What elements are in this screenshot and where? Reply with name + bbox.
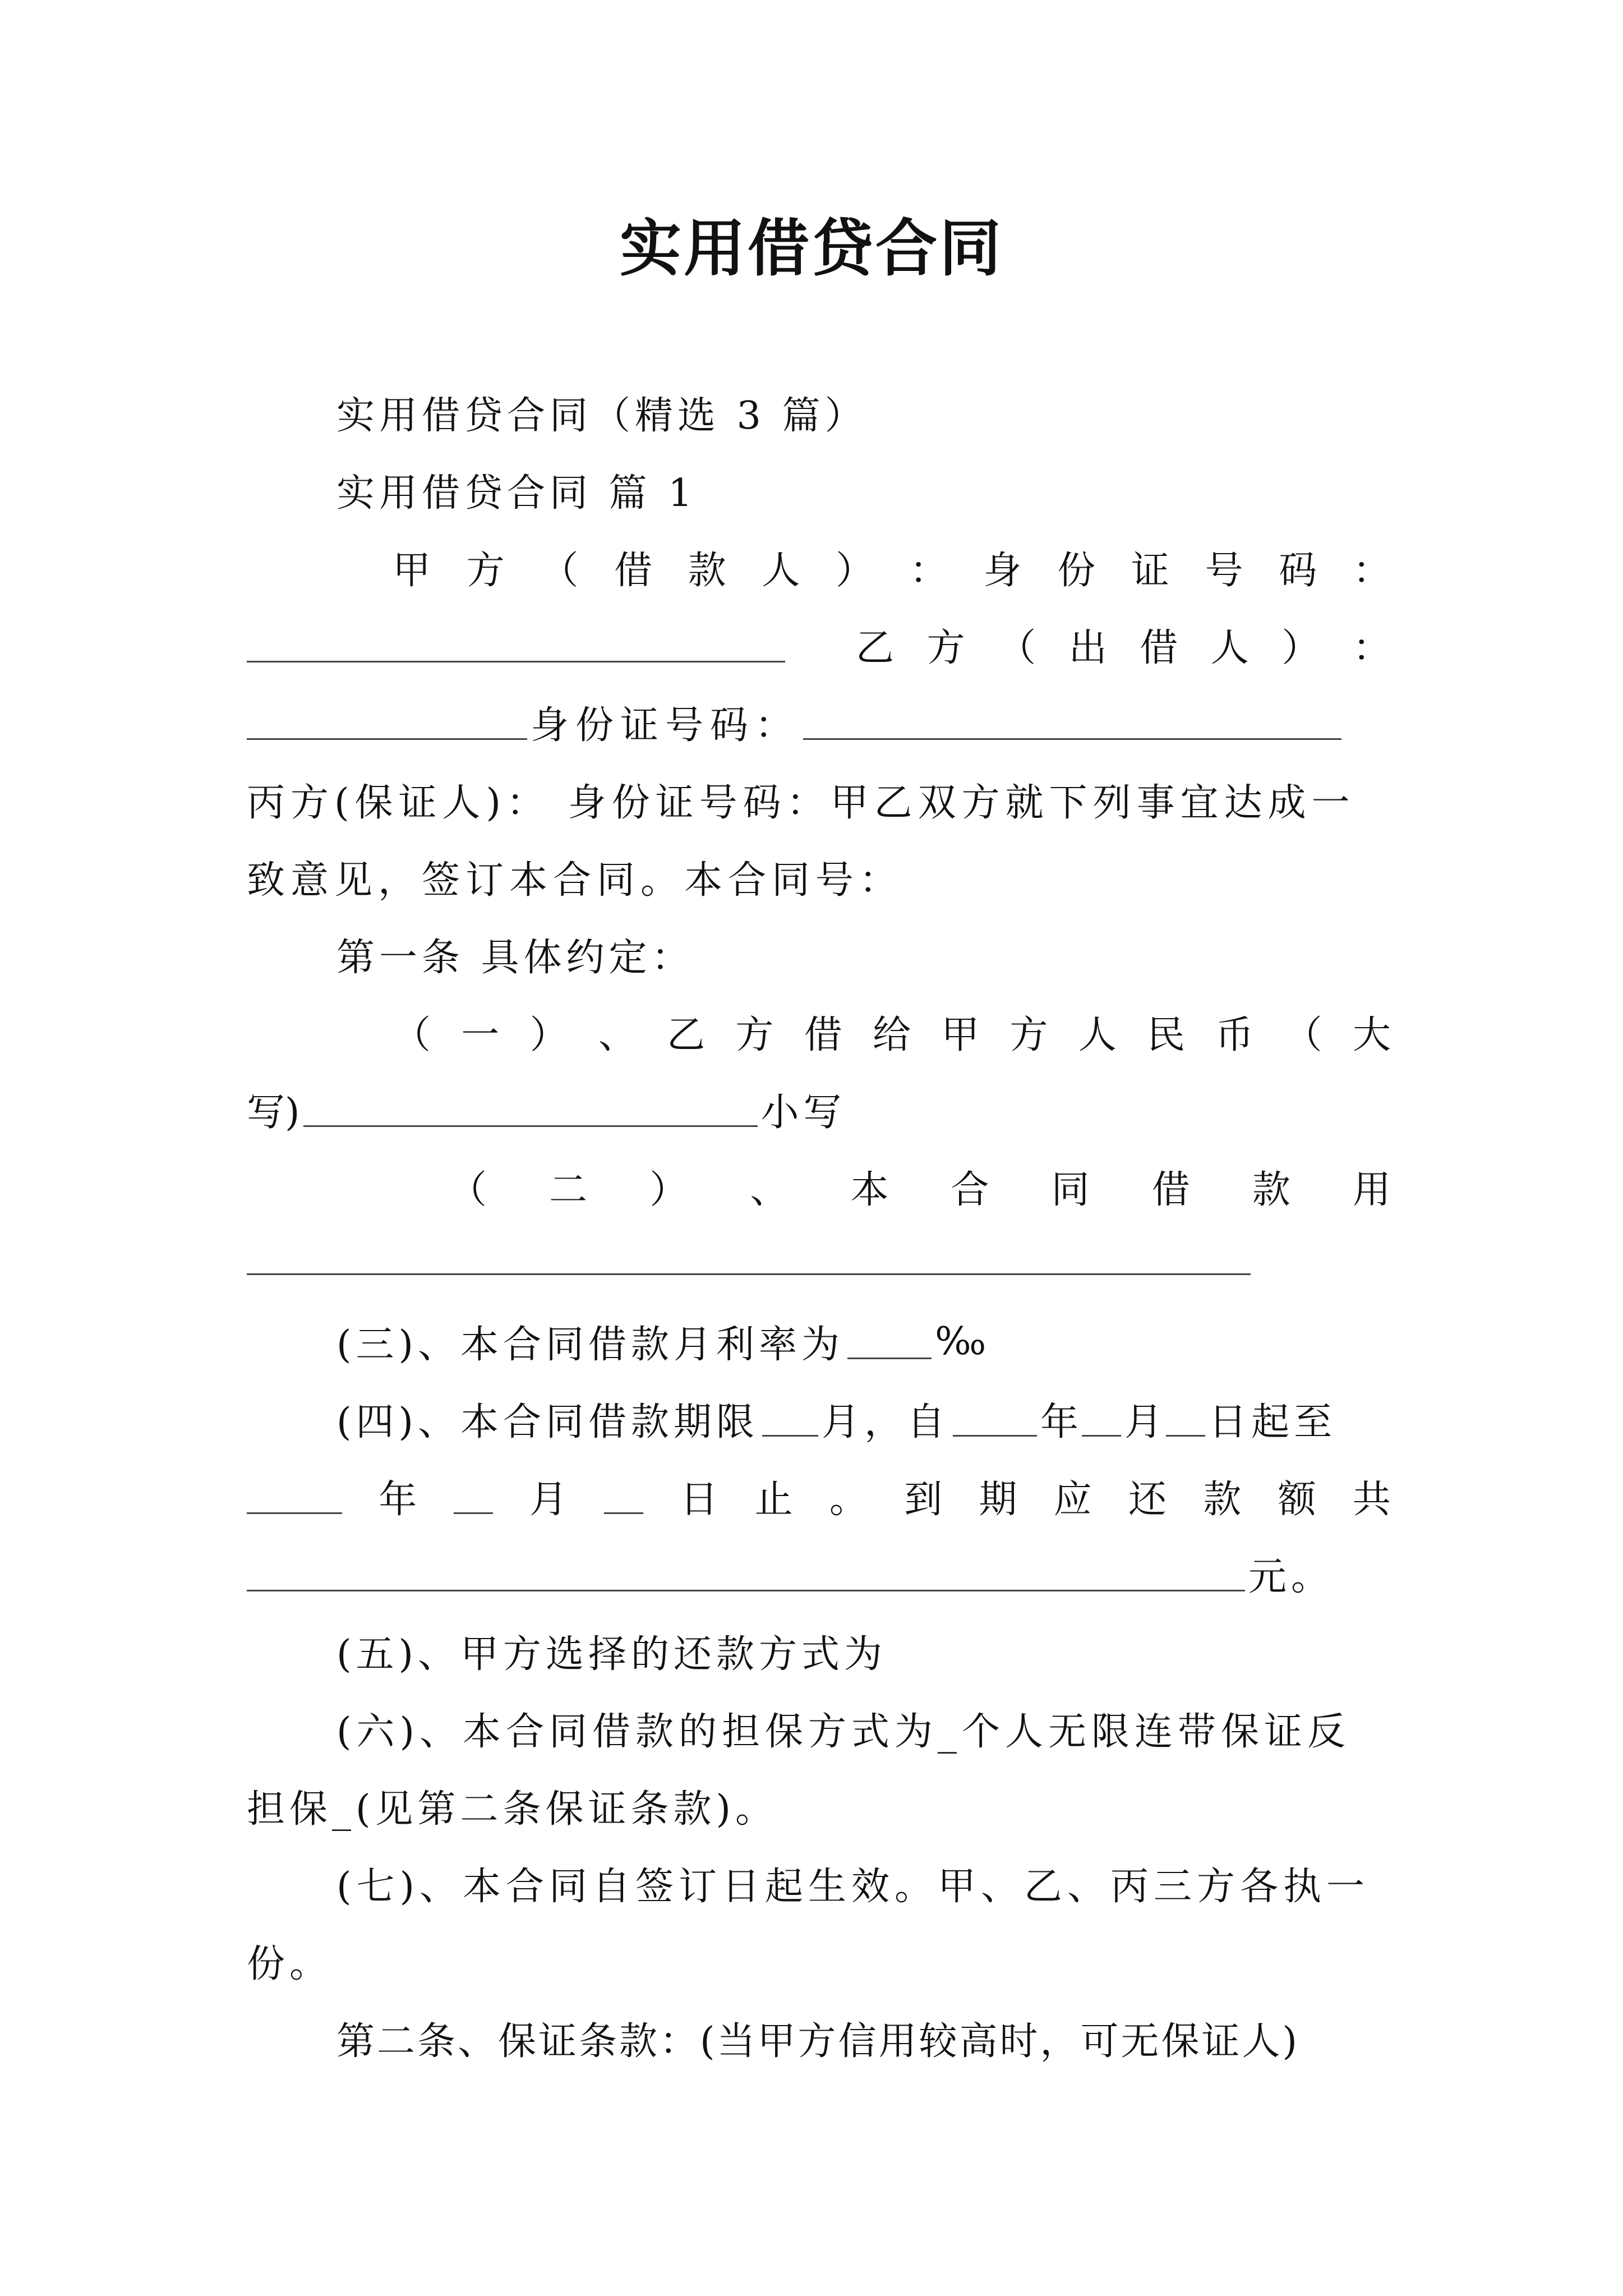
item1-char: 币 <box>1215 1013 1254 1057</box>
interest-rate-blank[interactable] <box>847 1324 932 1359</box>
item1-char: 人 <box>1078 1013 1117 1057</box>
item1-char: ） <box>529 1013 568 1057</box>
end-year-blank[interactable] <box>247 1479 342 1514</box>
item1-amount-line <box>247 1078 1391 1140</box>
item6-cont: 担保_(见第二条保证条款)。 <box>247 1787 778 1832</box>
item4-line2-char: 。 <box>829 1477 868 1522</box>
item3-text: (三)、本合同借款月利率为 <box>336 1322 845 1367</box>
item1-char: 甲 <box>941 1013 980 1057</box>
item7-line: (七)、本合同自签订日起生效。甲、乙、丙三方各执一 <box>336 1864 1370 1909</box>
item4-line2-char: 年 <box>379 1477 417 1522</box>
item2-char: ） <box>649 1167 688 1212</box>
end-month-blank[interactable] <box>454 1479 493 1514</box>
item1-line <box>393 1001 1391 1062</box>
item2-char: 本 <box>850 1167 889 1212</box>
party-b-id-blank[interactable] <box>803 705 1341 740</box>
item4-line2-char: 额 <box>1278 1477 1316 1522</box>
party-b-char: 方 <box>926 625 965 670</box>
party-b-id-label: 身份证号码： <box>531 703 800 748</box>
item4-line2-char: 日 <box>680 1477 718 1522</box>
article1-heading: 第一条 具体约定： <box>336 935 694 980</box>
party-a-char: （ <box>540 548 579 593</box>
item2-char: 同 <box>1051 1167 1090 1212</box>
item1-char: 、 <box>598 1013 637 1057</box>
item1-cont-b: 小写 <box>760 1090 846 1135</box>
party-a-line <box>393 536 1391 598</box>
item4-line2-char: 款 <box>1203 1477 1242 1522</box>
party-a-char: 方 <box>466 548 505 593</box>
document-title: 实用借贷合同 <box>620 212 1003 284</box>
party-b-line <box>247 614 1391 675</box>
item1-char: 借 <box>804 1013 842 1057</box>
party-b-char: 借 <box>1140 625 1178 670</box>
party-a-char: ： <box>909 548 948 593</box>
party-a-id-blank[interactable] <box>247 627 785 662</box>
item2-char: 二 <box>549 1167 588 1212</box>
item4-text-b: 月，自 <box>822 1400 950 1444</box>
party-b-char: ） <box>1281 625 1320 670</box>
item2-char: 、 <box>750 1167 789 1212</box>
item4-line2-char: 应 <box>1053 1477 1092 1522</box>
item2-char: 用 <box>1352 1167 1391 1212</box>
item4-text-e: 日起至 <box>1209 1400 1337 1444</box>
item1-char: 给 <box>872 1013 911 1057</box>
item4-total-line <box>247 1543 1391 1604</box>
item4-end: 元。 <box>1248 1554 1334 1599</box>
item5-line: (五)、甲方选择的还款方式为 <box>336 1632 887 1677</box>
item1-char: 大 <box>1352 1013 1391 1057</box>
party-a-char: ： <box>1352 548 1391 593</box>
item1-char: 一 <box>461 1013 500 1057</box>
loan-purpose-blank[interactable] <box>247 1273 1251 1275</box>
item2-char: 借 <box>1151 1167 1190 1212</box>
party-c-line: 丙方(保证人)： 身份证号码：甲乙双方就下列事宜达成一 <box>247 780 1355 825</box>
item4-line2-char: 止 <box>754 1477 793 1522</box>
party-b-char: 乙 <box>856 625 895 670</box>
item4-line2-char: 期 <box>979 1477 1017 1522</box>
item4-text-d: 月 <box>1124 1400 1163 1444</box>
item1-char: 乙 <box>667 1013 706 1057</box>
agreement-line: 致意见，签订本合同。本合同号： <box>247 858 903 903</box>
party-b-char: （ <box>998 625 1036 670</box>
item2-char: 款 <box>1252 1167 1290 1212</box>
item1-char: （ <box>1284 1013 1322 1057</box>
party-a-char: 证 <box>1131 548 1169 593</box>
item4-text-c: 年 <box>1040 1400 1079 1444</box>
party-a-char: 身 <box>983 548 1022 593</box>
item1-cont-a: 写) <box>247 1090 300 1135</box>
item6-line: (六)、本合同借款的担保方式为_个人无限连带保证反 <box>336 1709 1351 1754</box>
start-year-blank[interactable] <box>953 1401 1037 1437</box>
item4-line2-char: 共 <box>1352 1477 1391 1522</box>
item2-char: 合 <box>951 1167 989 1212</box>
party-a-char: 甲 <box>393 548 431 593</box>
item2-line <box>449 1156 1391 1217</box>
permille-sign: ‰ <box>935 1319 986 1364</box>
item4-line2-char: 到 <box>904 1477 943 1522</box>
party-a-char: 份 <box>1057 548 1096 593</box>
party-b-char: ： <box>1352 625 1391 670</box>
item4-line2-char: 月 <box>529 1477 568 1522</box>
item4-line <box>336 1388 1391 1450</box>
party-b-char: 人 <box>1210 625 1249 670</box>
article2-heading: 第二条、保证条款：(当甲方信用较高时，可无保证人) <box>336 2019 1300 2064</box>
party-b-label <box>856 618 1391 672</box>
party-a-char: ） <box>836 548 874 593</box>
party-a-char: 号 <box>1205 548 1243 593</box>
item4-line2-char: 还 <box>1128 1477 1167 1522</box>
party-a-char: 人 <box>762 548 800 593</box>
start-day-blank[interactable] <box>1166 1401 1205 1437</box>
amount-capital-blank[interactable] <box>303 1092 758 1127</box>
item1-char: 民 <box>1147 1013 1186 1057</box>
party-b-char: 出 <box>1068 625 1107 670</box>
total-amount-blank[interactable] <box>247 1556 1245 1591</box>
party-b-name-blank[interactable] <box>247 705 527 740</box>
item1-char: 方 <box>1009 1013 1048 1057</box>
party-b-id-line <box>247 691 1391 753</box>
item4-line2 <box>247 1465 1391 1527</box>
item1-char: （ <box>393 1013 431 1057</box>
subtitle: 实用借贷合同（精选 3 篇） <box>336 393 868 438</box>
end-day-blank[interactable] <box>604 1479 643 1514</box>
item7-cont: 份。 <box>247 1941 333 1986</box>
party-a-char: 款 <box>688 548 726 593</box>
section-heading: 实用借贷合同 篇 1 <box>336 471 697 516</box>
party-a-char: 码 <box>1279 548 1317 593</box>
start-month-blank[interactable] <box>1082 1401 1121 1437</box>
item3-line <box>336 1310 1391 1372</box>
party-a-char: 借 <box>614 548 653 593</box>
item1-char: 方 <box>735 1013 774 1057</box>
term-months-blank[interactable] <box>762 1401 818 1437</box>
item4-text-a: (四)、本合同借款期限 <box>336 1400 759 1444</box>
item2-char: （ <box>449 1167 487 1212</box>
